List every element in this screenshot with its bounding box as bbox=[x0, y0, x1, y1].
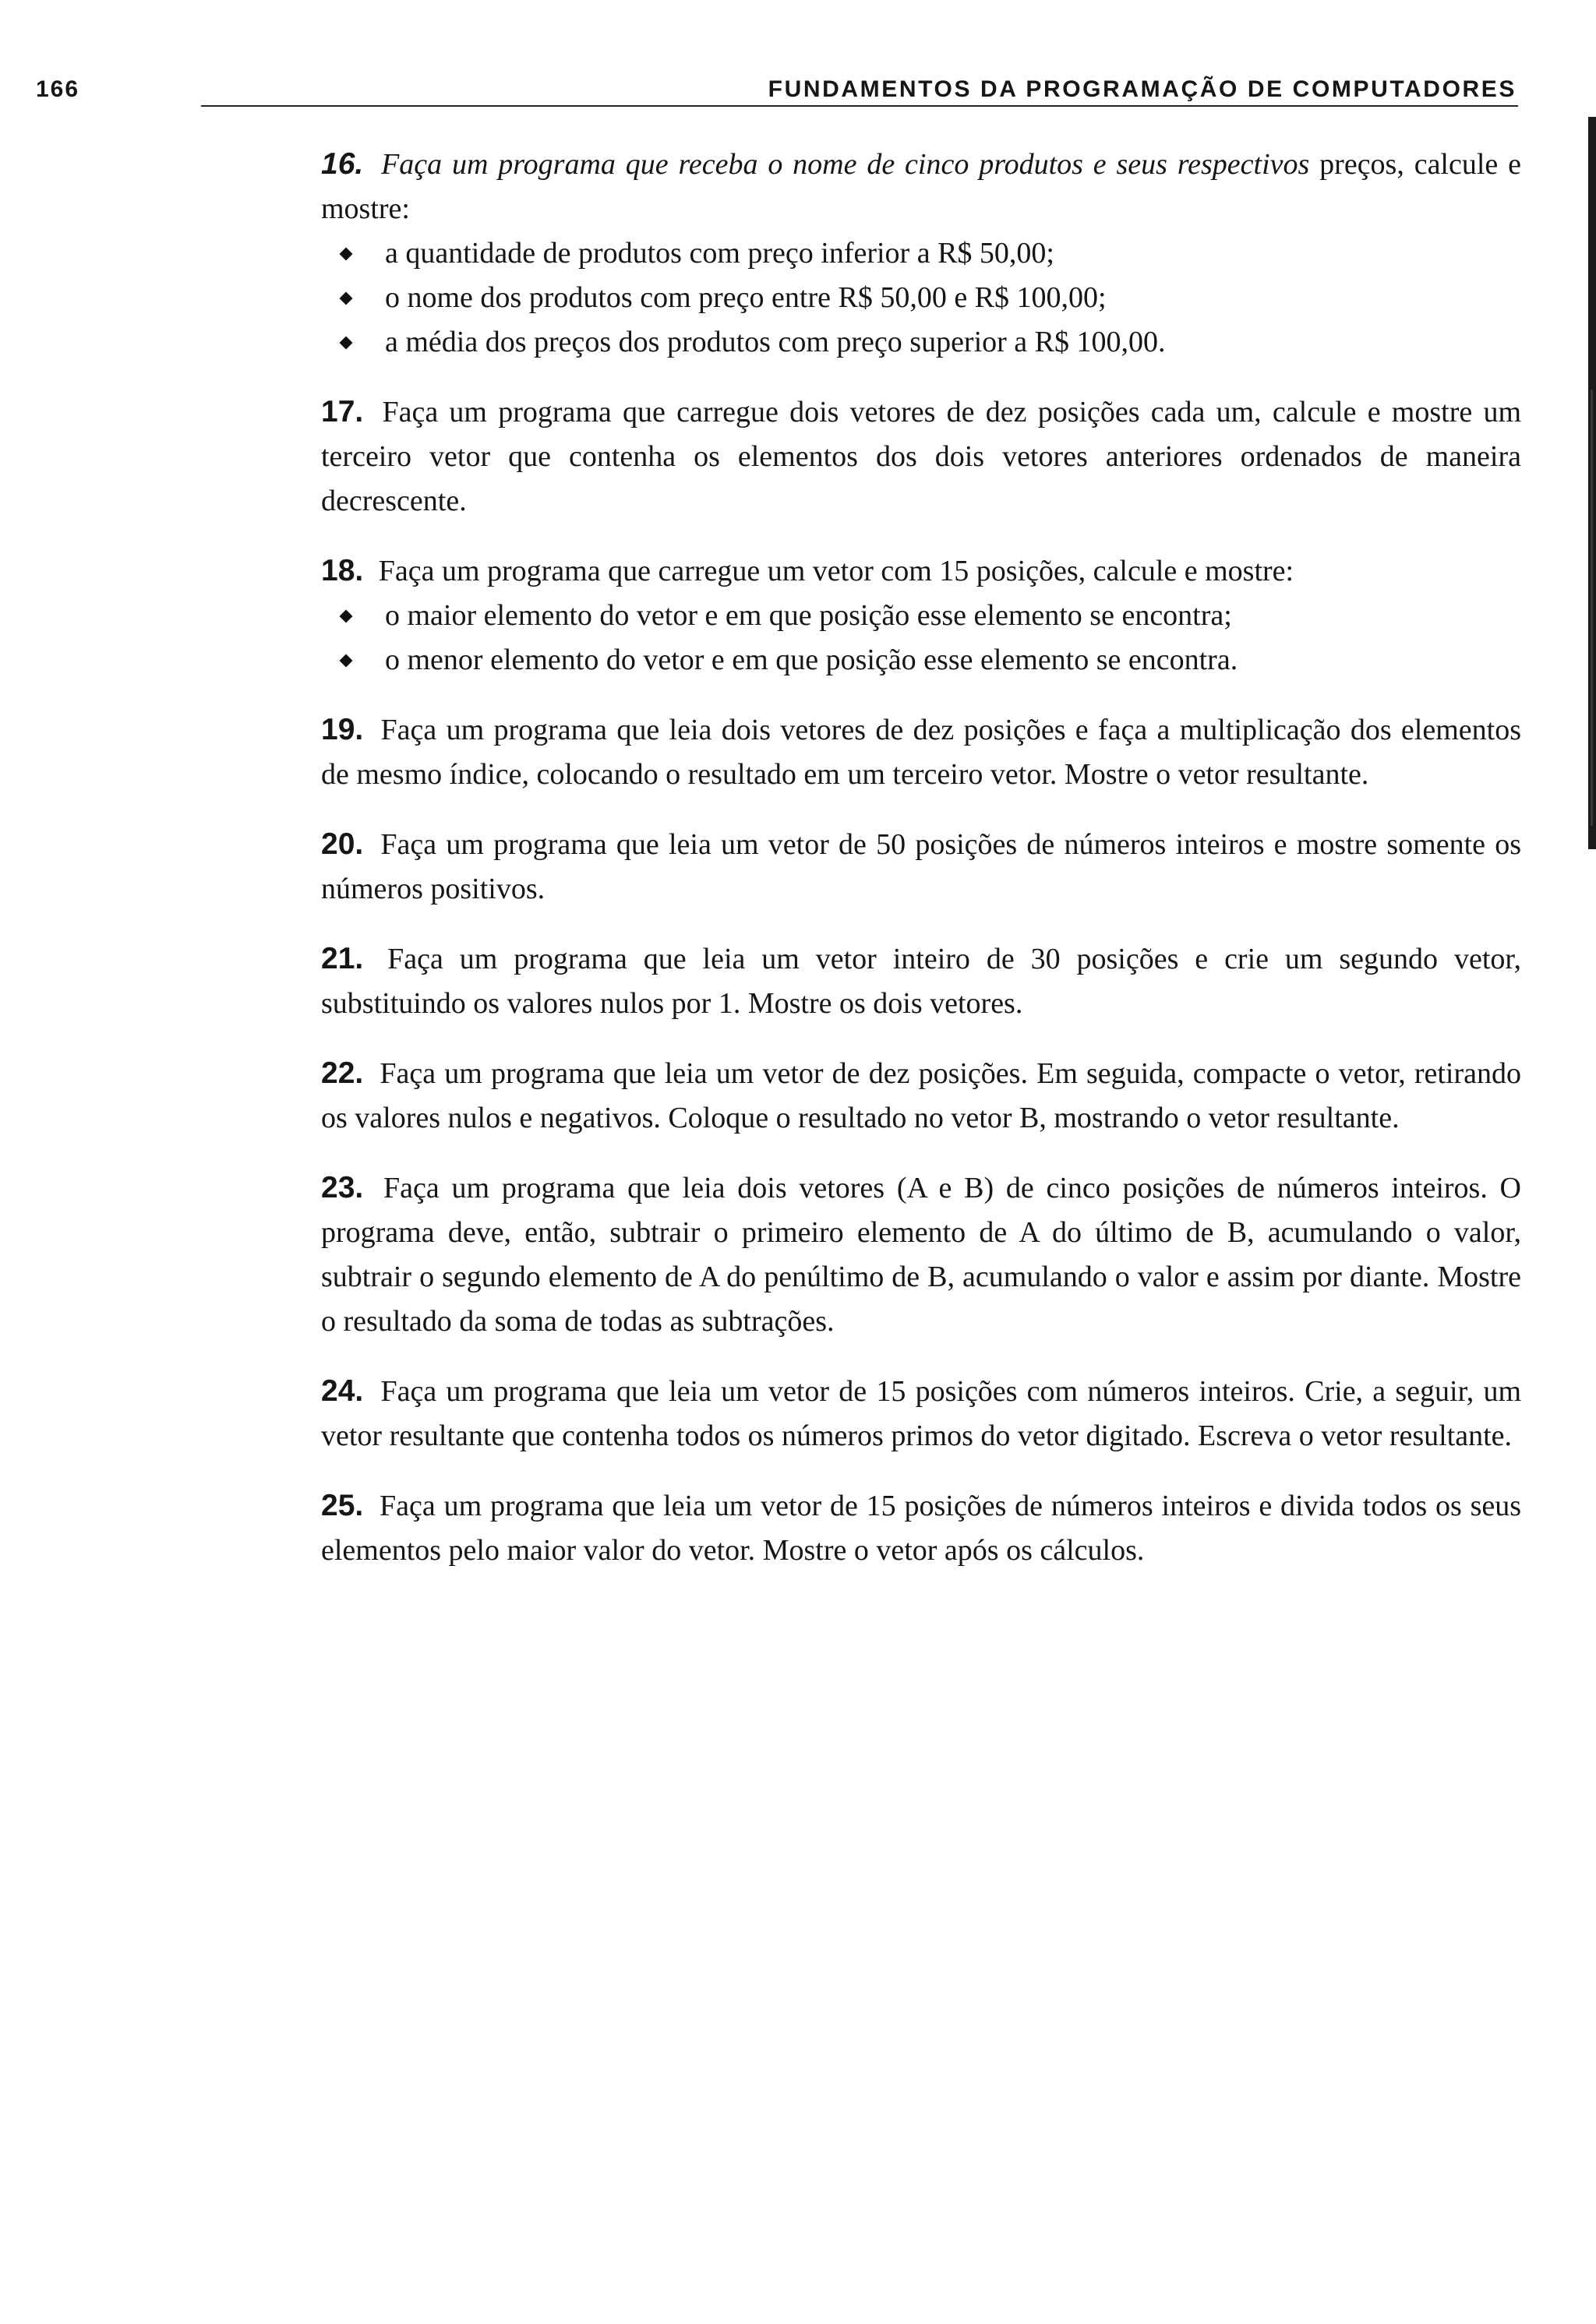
exercise-number: 23. bbox=[321, 1171, 364, 1204]
list-item-text: o menor elemento do vetor e em que posição esse elemento se encontra. bbox=[385, 644, 1238, 676]
exercise-number: 25. bbox=[321, 1489, 364, 1522]
exercise-number: 17. bbox=[321, 395, 364, 428]
exercise-22 bbox=[321, 1051, 1521, 1141]
exercise-24 bbox=[321, 1369, 1521, 1458]
exercise-number: 18. bbox=[321, 554, 364, 587]
page-number: 166 bbox=[36, 76, 80, 102]
exercise-text: Faça um programa que leia um vetor inteiro de 30 posições e crie um segundo vetor, substituindo os valores nulos por 1. Mostre os dois vetores. bbox=[321, 943, 1522, 1020]
exercise-number: 24. bbox=[321, 1374, 364, 1408]
exercise-text: Faça um programa que carregue um vetor com 15 posições, calcule e mostre: bbox=[378, 555, 1294, 587]
list-item bbox=[385, 231, 1521, 276]
exercise-number: 22. bbox=[321, 1056, 364, 1090]
exercise-20 bbox=[321, 822, 1521, 912]
list-item bbox=[385, 276, 1521, 320]
exercise-16 bbox=[321, 142, 1521, 365]
header-rule bbox=[201, 105, 1518, 107]
list-item bbox=[385, 638, 1521, 682]
exercise-text: preços, calcule e mostre: bbox=[321, 148, 1521, 225]
list-item bbox=[385, 594, 1521, 638]
exercise-text: Faça um programa que leia um vetor de 15 posições com números inteiros. Crie, a seguir, um vetor resultante que contenha todos os números primos do vetor digitado. Escreva o vetor resultante. bbox=[321, 1375, 1522, 1452]
exercise-text: Faça um programa que leia um vetor de dez posições. Em seguida, compacte o vetor, retirando os valores nulos e negativos. Coloque o resultado no vetor B, mostrando o vetor resultante. bbox=[321, 1057, 1522, 1134]
exercise-number: 19. bbox=[321, 713, 364, 746]
list-item-text: a média dos preços dos produtos com preço superior a R$ 100,00. bbox=[385, 326, 1166, 358]
diamond-bullet-icon bbox=[340, 292, 353, 305]
diamond-bullet-icon bbox=[340, 337, 353, 350]
running-head bbox=[36, 69, 1517, 104]
bullet-list bbox=[321, 231, 1521, 365]
diamond-bullet-icon bbox=[340, 610, 353, 623]
exercise-17 bbox=[321, 390, 1521, 524]
exercise-number: 21. bbox=[321, 942, 364, 975]
list-item-text: o nome dos produtos com preço entre R$ 50,00 e R$ 100,00; bbox=[385, 281, 1107, 314]
exercise-list bbox=[321, 142, 1521, 1598]
exercise-18 bbox=[321, 548, 1521, 682]
list-item bbox=[385, 320, 1521, 365]
exercise-text: Faça um programa que carregue dois vetores de dez posições cada um, calcule e mostre um terceiro vetor que contenha os elementos dos dois vetores anteriores ordenados de maneira decrescente. bbox=[321, 396, 1522, 517]
exercise-text: Faça um programa que leia um vetor de 15 posições de números inteiros e divida todos os seus elementos pelo maior valor do vetor. Mostre o vetor após os cálculos. bbox=[321, 1490, 1522, 1567]
exercise-text: Faça um programa que leia um vetor de 50 posições de números inteiros e mostre somente os números positivos. bbox=[321, 828, 1521, 905]
exercise-text: Faça um programa que leia dois vetores de dez posições e faça a multiplicação dos elementos de mesmo índice, colocando o resultado em um terceiro vetor. Mostre o vetor resultante. bbox=[321, 714, 1521, 791]
exercise-text: Faça um programa que leia dois vetores (A e B) de cinco posições de números inteiros. O programa deve, então, subtrair o primeiro elemento de A do último de B, acumulando o valor, subtrair o segundo elemento de A do penúltimo de B, acumulando o valor e assim por diante. Mostre o resultado da soma de todas as subtrações. bbox=[321, 1172, 1522, 1338]
bullet-list bbox=[321, 594, 1521, 682]
exercise-19 bbox=[321, 707, 1521, 797]
exercise-23 bbox=[321, 1166, 1521, 1344]
exercise-number: 16. bbox=[321, 147, 364, 181]
exercise-21 bbox=[321, 936, 1521, 1026]
list-item-text: o maior elemento do vetor e em que posição esse elemento se encontra; bbox=[385, 599, 1232, 632]
scan-page-edge-shadow bbox=[1591, 390, 1593, 826]
exercise-number: 20. bbox=[321, 827, 364, 861]
list-item-text: a quantidade de produtos com preço inferior a R$ 50,00; bbox=[385, 237, 1054, 270]
exercise-text-italic: Faça um programa que receba o nome de cinco produtos e seus respectivos bbox=[381, 148, 1310, 181]
book-title: FUNDAMENTOS DA PROGRAMAÇÃO DE COMPUTADORES bbox=[768, 76, 1517, 102]
exercise-25 bbox=[321, 1483, 1521, 1573]
diamond-bullet-icon bbox=[340, 248, 353, 261]
diamond-bullet-icon bbox=[340, 654, 353, 668]
